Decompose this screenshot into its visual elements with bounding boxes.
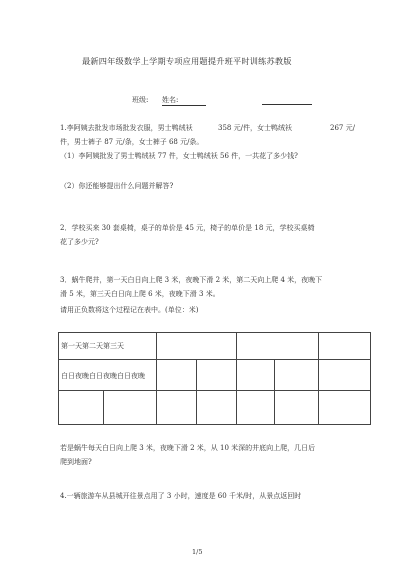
table-row1-text: 第一天第二天第三天 — [61, 342, 124, 350]
table-cell — [197, 391, 237, 425]
name-blank-line — [262, 104, 312, 105]
q4-line-1: 4.一辆旅游车从县城开往景点用了 3 小时，速度是 60 千米/时，从景点返回时 — [60, 492, 302, 500]
table-cell — [157, 360, 197, 391]
q2-line-2: 花了多少元? — [60, 238, 99, 246]
q3-line-5: 爬到地面? — [60, 458, 92, 466]
q1-line-4: （2）你还能够提出什么问题并解答? — [60, 182, 174, 190]
page-number: 1/5 — [192, 548, 203, 556]
q3-line-3: 请用正负数将这个过程记在表中。(单位：米) — [60, 306, 199, 314]
table-cell — [157, 333, 237, 360]
table-row2-text: 白日夜晚白日夜晚白日夜晚 — [61, 372, 145, 380]
table-cell — [197, 360, 237, 391]
q3-line-1: 3．蜗牛爬井，第一天白日向上爬 3 米，夜晚下滑 2 米，第二天向上爬 4 米，夜晚下 — [60, 276, 323, 284]
table-cell — [237, 391, 275, 425]
q2-line-1: 2．学校买来 30 套桌椅，桌子的单价是 45 元，椅子的单价是 18 元，学校买桌椅 — [60, 224, 315, 232]
table-cell — [319, 333, 371, 360]
table-cell — [275, 360, 319, 391]
name-label-text: 姓名: — [162, 96, 206, 106]
table-cell — [104, 391, 157, 425]
class-label-text: 班级: — [132, 96, 149, 104]
q3-line-2: 滑 5 米，第三天白日向上爬 6 米，夜晚下滑 3 米。 — [60, 290, 220, 298]
q1-line-3: （1）李阿姨批发了男士鸭绒袄 77 件，女士鸭绒袄 56 件，一共花了多少钱? — [60, 152, 298, 160]
table-label-cell — [59, 360, 157, 391]
q1-line-1b: 358 元/件，女士鸭绒袄 — [218, 124, 292, 132]
record-table — [58, 332, 371, 425]
class-label — [132, 96, 148, 105]
table-cell — [319, 360, 371, 391]
table-header-cell — [59, 333, 157, 360]
page-title: 最新四年级数学上学期专项应用题提升班平时训练苏教版 — [82, 56, 292, 66]
q1-line-1c: 267 元/ — [330, 124, 355, 132]
table-cell — [319, 391, 371, 425]
table-cell — [237, 333, 319, 360]
q1-line-2: 件，男士裤子 87 元/条，女士裤子 68 元/条。 — [60, 138, 204, 146]
q3-line-4: 若是蜗牛每天白日向上爬 3 米，夜晚下滑 2 米，从 10 米深的井底向上爬，几日后 — [60, 444, 316, 452]
table-cell — [157, 391, 197, 425]
table-cell — [59, 391, 104, 425]
q1-line-1a: 1.李阿姨去批发市场批发衣服，男士鸭绒袄 — [60, 124, 193, 132]
table-cell — [275, 391, 319, 425]
table-cell — [237, 360, 275, 391]
name-label — [162, 96, 206, 106]
